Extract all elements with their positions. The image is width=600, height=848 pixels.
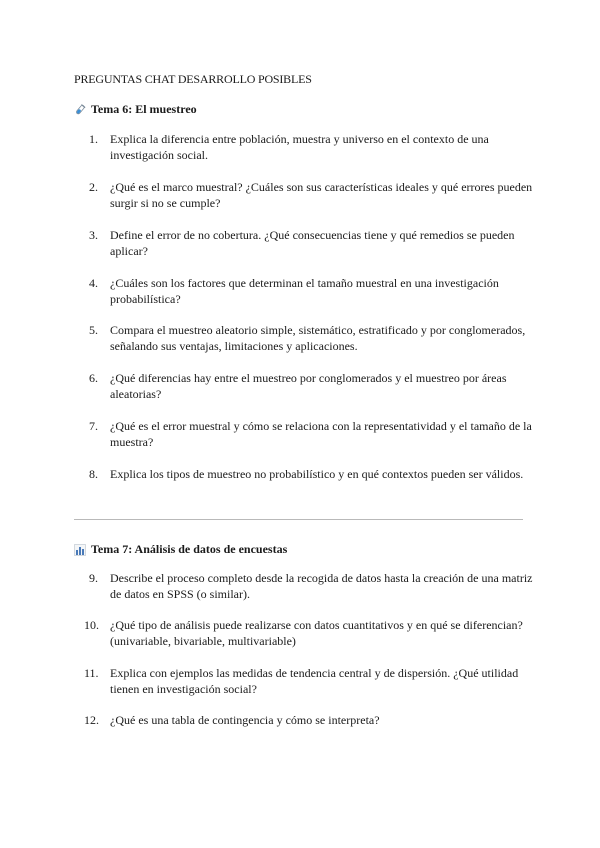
question-text: ¿Qué tipo de análisis puede realizarse con datos cuantitativos y en qué se diferencian? (univariable, bivariable, multivariable) [110,618,523,648]
test-tube-icon [74,104,86,116]
page-title: PREGUNTAS CHAT DESARROLLO POSIBLES [74,72,312,86]
section-heading-text: Tema 6: El muestreo [91,102,197,116]
question-text: ¿Qué es una tabla de contingencia y cómo se interpreta? [110,713,380,727]
question-number: 10. [84,618,99,632]
question-number: 1. [89,132,98,146]
section-heading-text: Tema 7: Análisis de datos de encuestas [91,542,288,556]
question-number: 9. [89,571,98,585]
question-number: 2. [89,180,98,194]
question-text: ¿Cuáles son los factores que determinan el tamaño muestral en una investigación probabilística? [110,276,499,306]
section-heading-tema-6 [74,102,197,117]
bar-chart-icon [74,544,86,556]
question-number: 8. [89,467,98,481]
question-text: Explica con ejemplos las medidas de tendencia central y de dispersión. ¿Qué utilidad tienen en investigación social? [110,666,519,696]
question-number: 4. [89,276,98,290]
question-number: 5. [89,323,98,337]
question-text: ¿Qué es el marco muestral? ¿Cuáles son sus características ideales y qué errores pueden surgir si no se cumple? [110,180,533,210]
question-text: Define el error de no cobertura. ¿Qué consecuencias tiene y qué remedios se pueden aplicar? [110,228,515,258]
section-heading-tema-7 [74,542,287,557]
question-number: 7. [89,419,98,433]
question-text: Explica la diferencia entre población, muestra y universo en el contexto de una investigación social. [110,132,489,162]
question-text: Explica los tipos de muestreo no probabilístico y en qué contextos pueden ser válidos. [110,467,524,481]
question-number: 11. [84,666,99,680]
question-number: 12. [84,713,99,727]
question-text: ¿Qué diferencias hay entre el muestreo por conglomerados y el muestreo por áreas aleatorias? [110,371,507,401]
question-text: ¿Qué es el error muestral y cómo se relaciona con la representatividad y el tamaño de la muestra? [110,419,532,449]
question-number: 3. [89,228,98,242]
question-text: Describe el proceso completo desde la recogida de datos hasta la creación de una matriz de datos en SPSS (o similar). [110,571,533,601]
section-divider [74,519,523,520]
question-number: 6. [89,371,98,385]
question-text: Compara el muestreo aleatorio simple, sistemático, estratificado y por conglomerados, señalando sus ventajas, limitaciones y aplicaciones. [110,323,526,353]
